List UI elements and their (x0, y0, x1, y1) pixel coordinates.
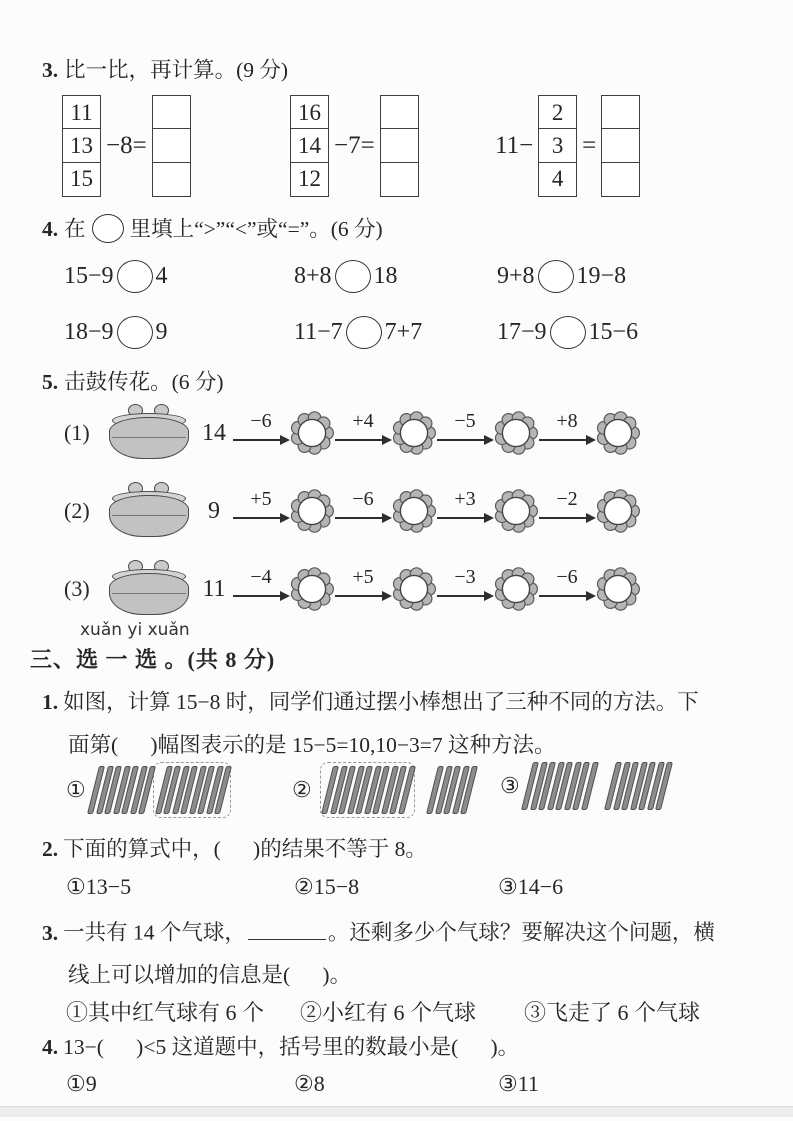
arrow-shaft (539, 439, 588, 441)
arrow-shaft (539, 517, 588, 519)
answer-box[interactable] (152, 95, 191, 130)
option-1[interactable]: ①其中红气球有 6 个 (66, 1000, 265, 1025)
flower-icon[interactable] (596, 411, 640, 455)
operation-label: −6 (556, 566, 578, 588)
arrow-icon (538, 566, 596, 612)
flower-icon[interactable] (392, 489, 436, 533)
answer-box[interactable] (380, 162, 419, 197)
comparison-item (64, 260, 168, 293)
answer-box[interactable] (380, 128, 419, 163)
operation-label: −2 (556, 488, 578, 510)
minuend-label: 11− (495, 131, 534, 159)
arrow-head (382, 591, 392, 601)
arrow-head (484, 435, 494, 445)
expression-left: 18−9 (64, 319, 114, 345)
question-5-heading (42, 365, 224, 396)
expression-right: 15−6 (588, 319, 639, 345)
sub-question-1-line2: 面第( )幅图表示的是 15−5=10,10−3=7 这种方法。 (68, 733, 556, 757)
expression-left: 8+8 (294, 263, 332, 289)
flower-icon[interactable] (494, 411, 538, 455)
subtraction-group-2 (290, 95, 419, 197)
start-number: 9 (208, 497, 220, 524)
drum-band (112, 515, 186, 516)
operator-label: −8= (106, 131, 147, 159)
arrow-icon (334, 488, 392, 534)
question-3-title: 比一比，再计算。(9 分) (64, 58, 289, 82)
arrow-head (484, 513, 494, 523)
sub-question-3-line1 (42, 915, 715, 947)
row-label: (2) (64, 498, 90, 523)
option-2[interactable]: ②8 (294, 1071, 325, 1096)
comparison-circle[interactable] (117, 316, 153, 349)
sub-question-1-text: 如图，计算 15−8 时，同学们通过摆小棒想出了三种不同的方法。下 (63, 690, 699, 714)
operation-label: −6 (250, 410, 272, 432)
arrow-shaft (437, 595, 486, 597)
comparison-circle[interactable] (117, 260, 153, 293)
start-number: 11 (202, 575, 226, 602)
answer-box[interactable] (152, 162, 191, 197)
expression-right: 18 (373, 263, 398, 289)
operation-label: −4 (250, 566, 272, 588)
number-box: 13 (62, 128, 101, 163)
chain-row-2 (64, 474, 640, 548)
arrow-head (280, 435, 290, 445)
drum-body (109, 417, 189, 459)
subtraction-group-3 (495, 95, 640, 197)
question-5-title: 击鼓传花。(6 分) (64, 370, 224, 394)
answer-box[interactable] (601, 128, 640, 163)
arrow-head (280, 591, 290, 601)
figure-3-label: ③ (500, 773, 520, 798)
arrow-shaft (233, 439, 282, 441)
arrow-icon (538, 410, 596, 456)
question-4-heading (42, 212, 383, 243)
arrow-shaft (335, 517, 384, 519)
arrow-icon (436, 488, 494, 534)
option-1[interactable]: ①13−5 (66, 874, 132, 899)
subtraction-group-1 (62, 95, 191, 197)
option-2[interactable]: ②小红有 6 个气球 (300, 1000, 477, 1025)
arrow-head (280, 513, 290, 523)
arrow-icon (436, 410, 494, 456)
fill-in-blank[interactable] (248, 915, 326, 940)
arrow-shaft (335, 439, 384, 441)
comparison-item (294, 316, 422, 349)
sub-question-2-number: 2. (42, 837, 59, 861)
page-bottom-edge (0, 1106, 793, 1117)
option-1[interactable]: ①9 (66, 1071, 97, 1096)
expression-right: 7+7 (384, 319, 423, 345)
comparison-item (497, 316, 638, 349)
number-box: 11 (62, 95, 101, 130)
stick-figure-1 (66, 762, 231, 818)
number-box: 3 (538, 128, 577, 163)
operator-label: = (582, 131, 597, 159)
sub-question-3-text-post: 。还剩多少个气球？要解决这个问题，横 (327, 920, 715, 945)
sub-question-2-text: 下面的算式中，( )的结果不等于 8。 (63, 837, 427, 861)
sub-question-1-line1 (42, 685, 699, 716)
flower-icon[interactable] (290, 567, 334, 611)
question-4-number: 4. (42, 217, 59, 241)
option-3[interactable]: ③14−6 (498, 874, 564, 899)
comparison-circle[interactable] (335, 260, 371, 293)
sub-question-3-line2: 线上可以增加的信息是( )。 (68, 963, 352, 987)
start-number: 14 (202, 419, 226, 446)
dashed-ten-group (320, 762, 415, 818)
sub-question-2 (42, 832, 427, 863)
arrow-head (586, 513, 596, 523)
question-3-number: 3. (42, 58, 59, 82)
expression-right: 9 (155, 319, 168, 345)
question-4-title-pre: 在 (64, 217, 86, 241)
drum-band (112, 593, 186, 594)
answer-box[interactable] (601, 162, 640, 197)
drum-icon (106, 404, 192, 462)
comparison-item (64, 316, 168, 349)
answer-column (601, 95, 640, 197)
chain-row-3 (64, 552, 640, 626)
flower-icon[interactable] (290, 411, 334, 455)
pinyin-label: xuǎn yi xuǎn (80, 620, 190, 640)
stick-group (525, 762, 668, 810)
arrow-head (484, 591, 494, 601)
option-3[interactable]: ③飞走了 6 个气球 (524, 1000, 701, 1025)
arrow-icon (334, 410, 392, 456)
operation-label: −6 (352, 488, 374, 510)
figure-2-label: ② (292, 777, 312, 802)
operation-label: +5 (250, 488, 272, 510)
flower-icon[interactable] (494, 489, 538, 533)
number-box: 16 (290, 95, 329, 130)
figure-1-label: ① (66, 777, 86, 802)
arrow-head (586, 435, 596, 445)
drum-body (109, 495, 189, 537)
sub-question-4-text: 13−( )<5 这道题中，括号里的数最小是( )。 (63, 1035, 520, 1059)
comparison-circle[interactable] (346, 316, 382, 349)
number-box: 14 (290, 128, 329, 163)
answer-column (152, 95, 191, 197)
comparison-circle[interactable] (538, 260, 574, 293)
comparison-item (294, 260, 398, 293)
expression-right: 4 (155, 263, 168, 289)
stick-figure-2 (292, 762, 472, 818)
arrow-shaft (539, 595, 588, 597)
number-box: 2 (538, 95, 577, 130)
operation-label: +3 (454, 488, 476, 510)
question-4-title-post: 里填上“>”“<”或“=”。(6 分) (129, 217, 383, 241)
expression-left: 17−9 (497, 319, 547, 345)
sub-question-4-number: 4. (42, 1035, 59, 1059)
flower-icon[interactable] (596, 489, 640, 533)
answer-column (380, 95, 419, 197)
expression-left: 15−9 (64, 263, 114, 289)
stick-group (91, 762, 232, 818)
option-2[interactable]: ②15−8 (294, 874, 360, 899)
arrow-icon (436, 566, 494, 612)
sub-question-4 (42, 1030, 519, 1061)
operation-label: −5 (454, 410, 476, 432)
operator-label: −7= (334, 131, 375, 159)
row-label: (3) (64, 576, 90, 601)
flower-icon[interactable] (494, 567, 538, 611)
question-3-heading (42, 53, 288, 84)
answer-box[interactable] (152, 128, 191, 163)
number-column (538, 95, 577, 197)
operation-label: +5 (352, 566, 374, 588)
expression-left: 11−7 (294, 319, 343, 345)
dashed-take-away-group (153, 762, 231, 818)
chain-row-1 (64, 396, 640, 470)
row-label: (1) (64, 420, 90, 445)
arrow-shaft (437, 439, 486, 441)
comparison-circle[interactable] (550, 316, 586, 349)
arrow-head (382, 435, 392, 445)
drum-icon (106, 482, 192, 540)
arrow-shaft (437, 517, 486, 519)
flower-icon[interactable] (392, 567, 436, 611)
flower-icon[interactable] (290, 489, 334, 533)
arrow-shaft (233, 517, 282, 519)
arrow-icon (232, 566, 290, 612)
answer-box[interactable] (601, 95, 640, 130)
drum-band (112, 437, 186, 438)
question-5-number: 5. (42, 370, 59, 394)
blank-circle-icon (92, 214, 124, 243)
number-column (62, 95, 101, 197)
drum-icon (106, 560, 192, 618)
arrow-head (382, 513, 392, 523)
sub-question-1-number: 1. (42, 690, 59, 714)
sub-question-3-text-pre: 一共有 14 个气球， (63, 920, 246, 945)
number-box: 4 (538, 162, 577, 197)
arrow-shaft (233, 595, 282, 597)
flower-icon[interactable] (392, 411, 436, 455)
operation-label: −3 (454, 566, 476, 588)
arrow-icon (334, 566, 392, 612)
arrow-icon (538, 488, 596, 534)
expression-right: 19−8 (576, 263, 627, 289)
arrow-head (586, 591, 596, 601)
expression-left: 9+8 (497, 263, 535, 289)
stick-group (317, 762, 473, 818)
flower-icon[interactable] (596, 567, 640, 611)
arrow-shaft (335, 595, 384, 597)
option-3[interactable]: ③11 (498, 1071, 539, 1096)
operation-label: +4 (352, 410, 374, 432)
section-3-title: 三、选 一 选 。(共 8 分) (30, 647, 276, 672)
sub-question-3-number: 3. (42, 920, 59, 945)
number-column (290, 95, 329, 197)
arrow-icon (232, 410, 290, 456)
number-box: 12 (290, 162, 329, 197)
arrow-icon (232, 488, 290, 534)
stick-figure-3 (500, 762, 667, 810)
comparison-item (497, 260, 626, 293)
operation-label: +8 (556, 410, 578, 432)
drum-body (109, 573, 189, 615)
number-box: 15 (62, 162, 101, 197)
answer-box[interactable] (380, 95, 419, 130)
